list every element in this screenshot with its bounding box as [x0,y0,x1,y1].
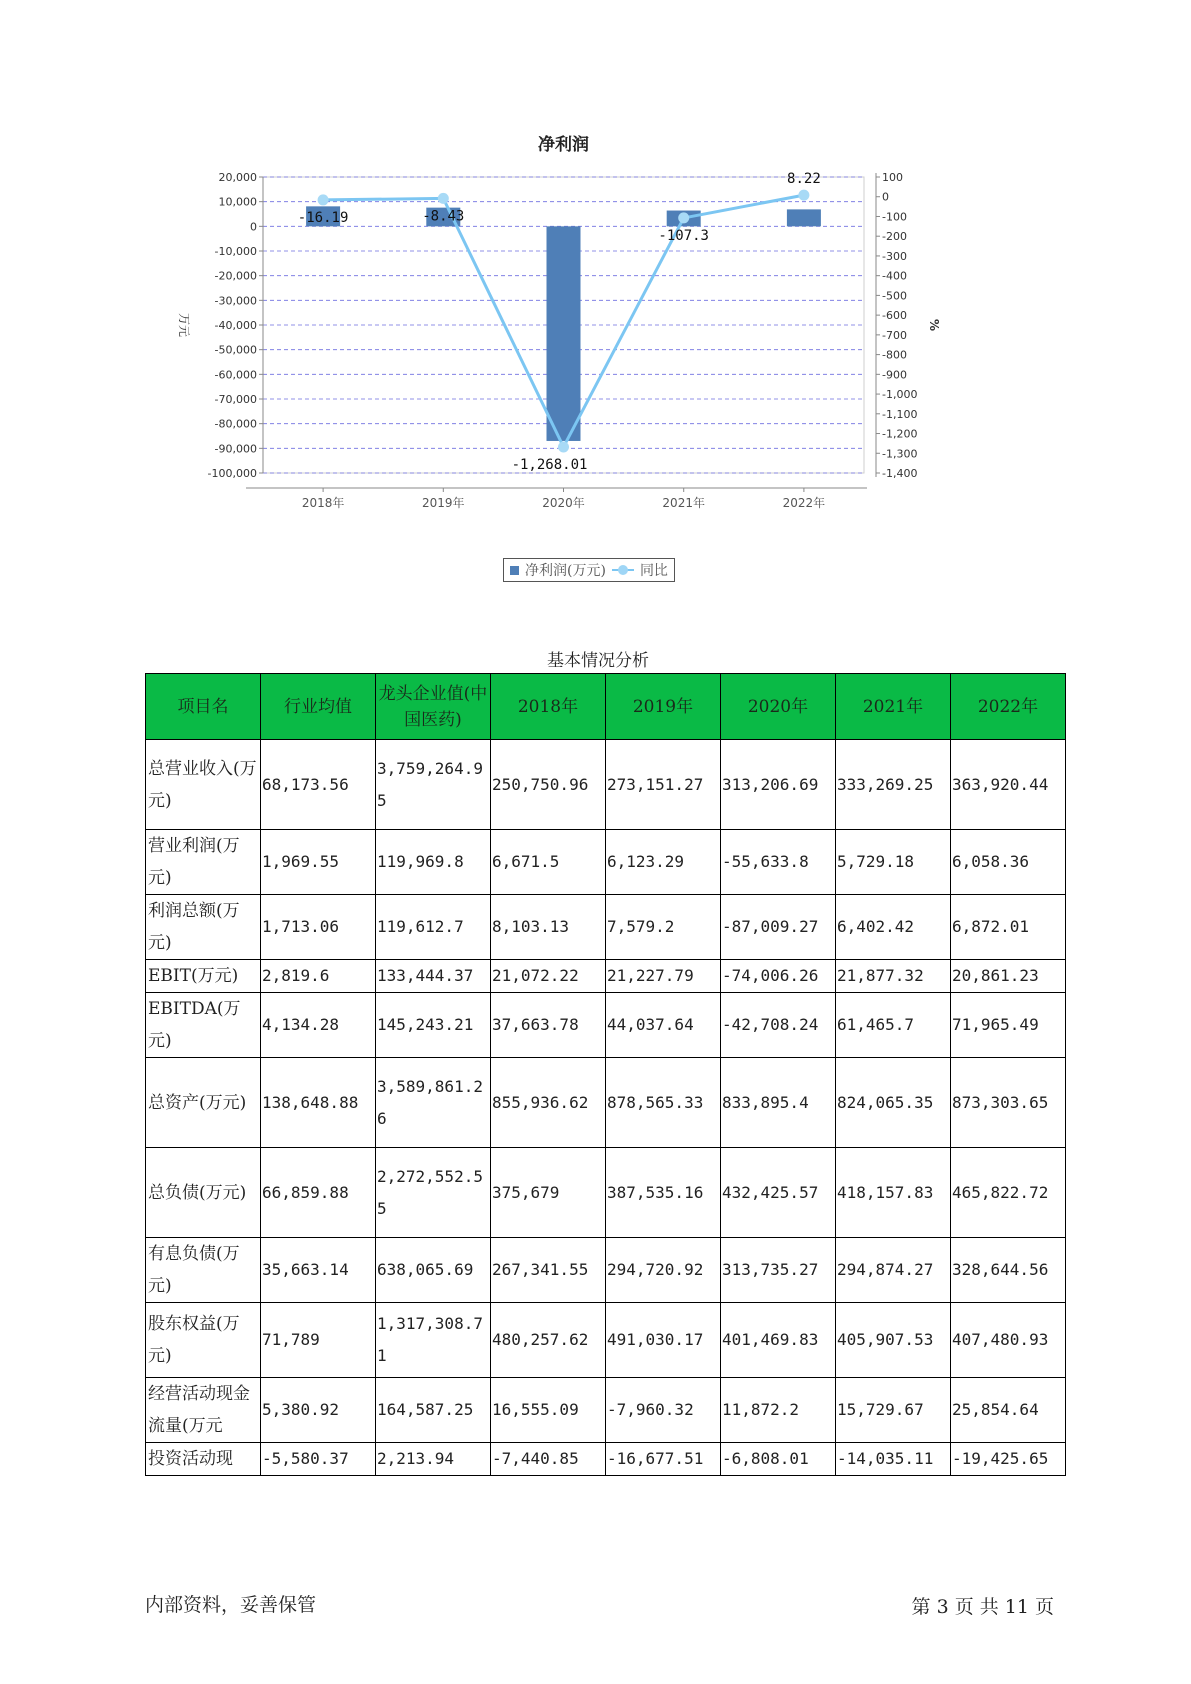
table-cell: -16,677.51 [606,1443,721,1476]
row-item-name: EBIT(万元) [146,960,261,993]
table-cell: 66,859.88 [261,1148,376,1238]
yoy-data-label: -8.43 [422,208,465,225]
table-cell: 25,854.64 [951,1378,1066,1443]
table-cell: 68,173.56 [261,740,376,830]
table-cell: -55,633.8 [721,830,836,895]
table-caption: 基本情况分析 [547,651,649,671]
header-2020: 2020年 [721,674,836,740]
yoy-point-2022年 [798,190,809,201]
table-cell: 2,213.94 [376,1443,491,1476]
table-cell: 15,729.67 [836,1378,951,1443]
table-row [146,830,1066,895]
table-row [146,895,1066,960]
header-2021: 2021年 [836,674,951,740]
table-cell: 61,465.7 [836,993,951,1058]
table-row [146,1443,1066,1476]
table-header-row [146,674,1066,740]
table-cell: 133,444.37 [376,960,491,993]
table-cell: 855,936.62 [491,1058,606,1148]
table-cell: 2,819.6 [261,960,376,993]
table-cell: 6,671.5 [491,830,606,895]
table-cell: 1,317,308.71 [376,1303,491,1378]
table-cell: 4,134.28 [261,993,376,1058]
header-2018: 2018年 [491,674,606,740]
table-cell: 3,759,264.95 [376,740,491,830]
right-axis-title: % [927,318,941,332]
x-tick-label: 2018年 [301,496,345,510]
table-cell: 313,735.27 [721,1238,836,1303]
right-tick-label: -200 [882,230,907,244]
table-cell: 37,663.78 [491,993,606,1058]
table-cell: 273,151.27 [606,740,721,830]
table-row [146,1378,1066,1443]
table-cell: 5,380.92 [261,1378,376,1443]
table-cell: 405,907.53 [836,1303,951,1378]
table-row [146,1058,1066,1148]
table-cell: 407,480.93 [951,1303,1066,1378]
yoy-data-label: -107.3 [658,227,709,244]
right-tick-label: -1,400 [882,467,918,480]
header-item-name: 项目名 [146,674,261,740]
x-tick-label: 2019年 [422,496,465,510]
table-cell: -6,808.01 [721,1443,836,1476]
chart-svg [150,130,1030,560]
table-cell: 71,965.49 [951,993,1066,1058]
chart-legend [503,558,675,582]
table-cell: -5,580.37 [261,1443,376,1476]
table-cell: 418,157.83 [836,1148,951,1238]
yoy-data-label: 8.22 [787,171,821,188]
table-cell: 491,030.17 [606,1303,721,1378]
row-item-name: 总负债(万元) [146,1148,261,1238]
left-axis-title: 万元 [177,312,191,338]
table-cell: 7,579.2 [606,895,721,960]
table-cell: -19,425.65 [951,1443,1066,1476]
row-item-name: 经营活动现金流量(万元 [146,1378,261,1443]
table-cell: 6,872.01 [951,895,1066,960]
table-cell: 71,789 [261,1303,376,1378]
table-cell: 2,272,552.55 [376,1148,491,1238]
legend-bar-swatch [510,566,519,575]
table-cell: 313,206.69 [721,740,836,830]
legend-line-swatch [612,565,634,575]
right-tick-label: -700 [882,328,907,342]
right-tick-label: -500 [882,289,907,303]
table-cell: 267,341.55 [491,1238,606,1303]
right-tick-label: -1,200 [882,427,918,441]
left-tick-label: -100,000 [207,467,257,480]
table-cell: -7,440.85 [491,1443,606,1476]
table-row [146,960,1066,993]
table-cell: 16,555.09 [491,1378,606,1443]
table-body [146,740,1066,1476]
table-cell: 8,103.13 [491,895,606,960]
right-tick-label: 0 [882,190,889,204]
right-tick-label: -1,000 [882,388,918,402]
left-tick-label: 20,000 [218,171,257,184]
table-cell: 294,874.27 [836,1238,951,1303]
right-tick-label: 100 [882,171,903,184]
table-cell: 119,612.7 [376,895,491,960]
table-cell: 363,920.44 [951,740,1066,830]
table-row [146,1303,1066,1378]
table-cell: 138,648.88 [261,1058,376,1148]
left-tick-label: -20,000 [214,269,257,283]
bar-net-profit-2020年 [547,226,581,441]
table-cell: -7,960.32 [606,1378,721,1443]
table-cell: 480,257.62 [491,1303,606,1378]
table-cell: 873,303.65 [951,1058,1066,1148]
left-tick-label: -60,000 [214,368,257,382]
right-tick-label: -300 [882,249,907,263]
table-cell: 250,750.96 [491,740,606,830]
yoy-point-2020年 [558,441,569,452]
table-cell: 6,123.29 [606,830,721,895]
table-cell: -74,006.26 [721,960,836,993]
yoy-point-2019年 [438,193,449,204]
table-cell: 375,679 [491,1148,606,1238]
yoy-data-label: -1,268.01 [511,456,588,473]
footer-confidential-note: 内部资料，妥善保管 [145,1594,317,1616]
table-cell: 11,872.2 [721,1378,836,1443]
table-cell: 1,713.06 [261,895,376,960]
yoy-point-2018年 [318,194,329,205]
table-row [146,1238,1066,1303]
basic-analysis-table [145,673,1066,1476]
table-cell: 1,969.55 [261,830,376,895]
right-tick-label: -600 [882,309,907,323]
row-item-name: 总营业收入(万元) [146,740,261,830]
row-item-name: 有息负债(万元) [146,1238,261,1303]
chart-title: 净利润 [538,135,589,155]
table-cell: 824,065.35 [836,1058,951,1148]
legend-line-label: 同比 [639,563,668,579]
table-cell: 6,402.42 [836,895,951,960]
left-tick-label: -50,000 [214,343,257,357]
left-tick-label: 10,000 [218,195,257,209]
table-cell: 5,729.18 [836,830,951,895]
left-tick-label: -10,000 [214,245,257,258]
table-cell: 465,822.72 [951,1148,1066,1238]
header-industry-avg: 行业均值 [261,674,376,740]
table-cell: 387,535.16 [606,1148,721,1238]
bar-net-profit-2022年 [787,209,821,226]
table-cell: 333,269.25 [836,740,951,830]
table-cell: 833,895.4 [721,1058,836,1148]
row-item-name: 营业利润(万元) [146,830,261,895]
table-cell: 35,663.14 [261,1238,376,1303]
table-cell: 21,227.79 [606,960,721,993]
net-profit-chart [150,130,1030,600]
table-cell: 164,587.25 [376,1378,491,1443]
table-cell: 44,037.64 [606,993,721,1058]
legend-bar-label: 净利润(万元) [525,563,606,579]
table-cell: 20,861.23 [951,960,1066,993]
yoy-point-2021年 [678,212,689,223]
table-cell: 401,469.83 [721,1303,836,1378]
table-cell: 3,589,861.26 [376,1058,491,1148]
table-cell: 328,644.56 [951,1238,1066,1303]
right-tick-label: -1,300 [882,447,918,461]
right-tick-label: -900 [882,368,907,382]
row-item-name: 利润总额(万元) [146,895,261,960]
left-tick-label: 0 [250,220,257,234]
row-item-name: 总资产(万元) [146,1058,261,1148]
right-tick-label: -400 [882,269,907,283]
table-cell: 21,072.22 [491,960,606,993]
right-tick-label: -100 [882,210,907,224]
header-leader-value: 龙头企业值(中国医药) [376,674,491,740]
right-tick-label: -1,100 [882,407,918,421]
table-cell: 878,565.33 [606,1058,721,1148]
table-cell: 294,720.92 [606,1238,721,1303]
left-tick-label: -80,000 [214,417,257,431]
header-2019: 2019年 [606,674,721,740]
table-cell: 145,243.21 [376,993,491,1058]
table-cell: 6,058.36 [951,830,1066,895]
row-item-name: 股东权益(万元) [146,1303,261,1378]
table-cell: 638,065.69 [376,1238,491,1303]
row-item-name: 投资活动现 [146,1443,261,1476]
header-2022: 2022年 [951,674,1066,740]
left-tick-label: -90,000 [214,442,257,456]
table-cell: -14,035.11 [836,1443,951,1476]
table-cell: -42,708.24 [721,993,836,1058]
right-tick-label: -800 [882,348,907,362]
left-tick-label: -70,000 [214,393,257,406]
table-cell: 21,877.32 [836,960,951,993]
table-row [146,1148,1066,1238]
table-row [146,740,1066,830]
yoy-data-label: -16.19 [297,209,349,226]
table-cell: 119,969.8 [376,830,491,895]
x-tick-label: 2021年 [662,496,705,510]
table-row [146,993,1066,1058]
table-cell: 432,425.57 [721,1148,836,1238]
row-item-name: EBITDA(万元) [146,993,261,1058]
left-tick-label: -30,000 [214,294,257,308]
x-tick-label: 2020年 [542,496,585,510]
footer-page-number: 第 3 页 共 11 页 [911,1596,1054,1618]
x-tick-label: 2022年 [782,496,826,510]
table-cell: -87,009.27 [721,895,836,960]
left-tick-label: -40,000 [214,319,257,332]
